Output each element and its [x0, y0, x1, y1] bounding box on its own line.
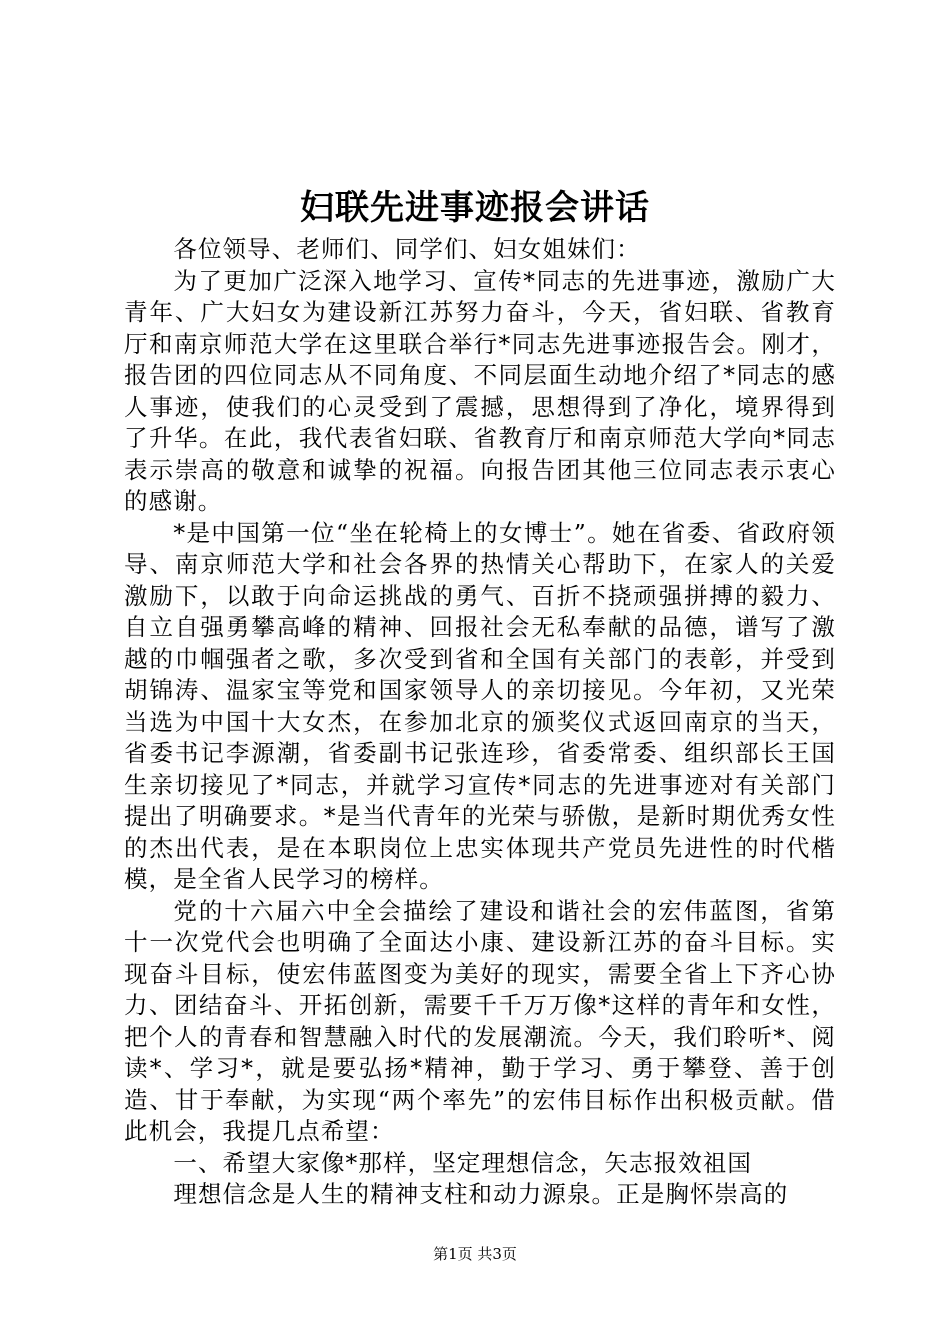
page-number-footer: 第1页 共3页 — [433, 1245, 517, 1263]
body-paragraph: 理想信念是人生的精神支柱和动力源泉。正是胸怀崇高的 — [173, 1180, 789, 1208]
document-body — [124, 234, 836, 1211]
body-paragraph: *是中国第一位“坐在轮椅上的女博士”。她在省委、省政府领导、南京师范大学和社会各界的热情关心帮助下，在家人的关爱激励下，以敢于向命运挑战的勇气、百折不挠顽强拼搏的毅力、自立自强勇攀高峰的精神、回报社会无私奉献的品德，谱写了激越的巾帼强者之歌，多次受到省和全国有关部门的表彰，并受到胡锦涛、温家宝等党和国家领导人的亲切接见。今年初，又光荣当选为中国十大女杰，在参加北京的颁奖仪式返回南京的当天，省委书记李源潮，省委副书记张连珍，省委常委、组织部长王国生亲切接见了*同志，并就学习宣传*同志的先进事迹对有关部门提出了明确要求。*是当代青年的光荣与骄傲，是新时期优秀女性的杰出代表，是在本职岗位上忠实体现共产党员先进性的时代楷模，是全省人民学习的榜样。 — [124, 518, 836, 893]
body-paragraph: 党的十六届六中全会描绘了建设和谐社会的宏伟蓝图，省第十一次党代会也明确了全面达小康、建设新江苏的奋斗目标。实现奋斗目标，使宏伟蓝图变为美好的现实，需要全省上下齐心协力、团结奋斗、开拓创新，需要千千万万像*这样的青年和女性，把个人的青春和智慧融入时代的发展潮流。今天，我们聆听*、阅读*、学习*，就是要弘扬*精神，勤于学习、勇于攀登、善于创造、甘于奉献，为实现“两个率先”的宏伟目标作出积极贡献。借此机会，我提几点希望： — [124, 896, 836, 1145]
section-heading: 一、希望大家像*那样，坚定理想信念，矢志报效祖国 — [173, 1148, 752, 1177]
body-paragraph: 为了更加广泛深入地学习、宣传*同志的先进事迹，激励广大青年、广大妇女为建设新江苏努力奋斗，今天，省妇联、省教育厅和南京师范大学在这里联合举行*同志先进事迹报告会。刚才，报告团的四位同志从不同角度、不同层面生动地介绍了*同志的感人事迹，使我们的心灵受到了震撼，思想得到了净化，境界得到了升华。在此，我代表省妇联、省教育厅和南京师范大学向*同志表示崇高的敬意和诚挚的祝福。向报告团其他三位同志表示衷心的感谢。 — [124, 266, 836, 515]
salutation-paragraph: 各位领导、老师们、同学们、妇女姐妹们： — [173, 235, 641, 263]
document-title: 妇联先进事迹报会讲话 — [300, 188, 650, 228]
